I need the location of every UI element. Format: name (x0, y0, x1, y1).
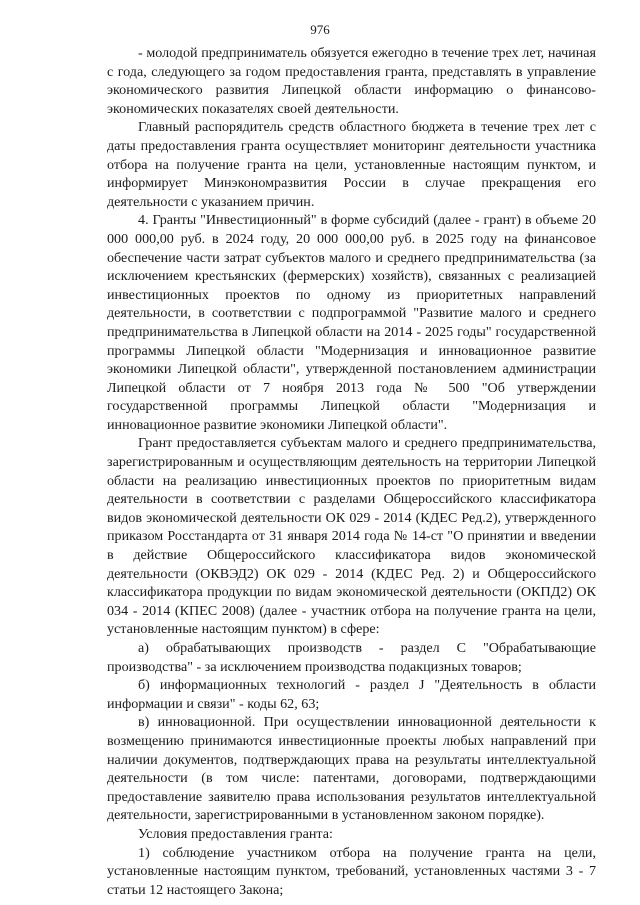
paragraph-grant-conditions-heading: Условия предоставления гранта: (138, 825, 333, 842)
paragraph-monitoring: Главный распорядитель средств областного бюджета в течение трех лет с даты предоставления гранта осуществляет мониторинг деятельности участника отбора на получение гранта на цели, установленные настоящим пунктом, и информирует Минэкономразвития России в случае прекращения его деятельности с указанием причин. (107, 119, 596, 210)
paragraph-grant-recipients: Грант предоставляется субъектам малого и среднего предпринимательства, зарегистрированным и осуществляющим деятельность на территории Липецкой области на реализацию инвестиционных проектов по приоритетным видам деятельности в соответствии с разделами Общероссийского классификатора видов экономической деятельности ОК 029 - 2014 (КДЕС Ред.2), утвержденного приказом Росстандарта от 31 января 2014 года № 14-ст "О принятии и введении в действие Общероссийского классификатора видов экономической деятельности (ОКВЭД2) ОК 029 - 2014 (КДЕС Ред. 2) и Общероссийского классификатора продукции по видам экономической деятельности (ОКПД2) ОК 034 - 2014 (КПЕС 2008) (далее - участник отбора на получение гранта на цели, установленные настоящим пунктом) в сфере: (107, 435, 596, 638)
list-item-information-technology: б) информационных технологий - раздел J "Деятельность в области информации и связи" - коды 62, 63; (107, 677, 596, 712)
paragraph-investment-grants: 4. Гранты "Инвестиционный" в форме субсидий (далее - грант) в объеме 20 000 000,00 руб. в 2024 году, 20 000 000,00 руб. в 2025 году на финансовое обеспечение части затрат субъектов малого и среднего предпринимательства (за исключением крестьянских (фермерских) хозяйств), связанных с реализацией инвестиционных проектов по одному из приоритетных направлений деятельности, в соответствии с подпрограммой "Развитие малого и среднего предпринимательства в Липецкой области на 2014 - 2025 годы" государственной программы Липецкой области "Модернизация и инновационное развитие экономики Липецкой области", утвержденной постановлением администрации Липецкой области от 7 ноября 2013 года № 500 "Об утверждении государственной программы Липецкой области "Модернизация и инновационное развитие экономики Липецкой области". (107, 212, 596, 433)
list-item-manufacturing: а) обрабатывающих производств - раздел С "Обрабатывающие производства" - за исключением производства подакцизных товаров; (107, 640, 596, 675)
paragraph-young-entrepreneur-obligation: - молодой предприниматель обязуется ежегодно в течение трех лет, начиная с года, следующего за годом предоставления гранта, представлять в управление экономического развития Липецкой области информацию о финансово-экономических показателях своей деятельности. (107, 45, 596, 117)
page-number: 976 (310, 22, 330, 37)
list-item-innovation: в) инновационной. При осуществлении инновационной деятельности к возмещению принимаются инвестиционные проекты любых направлений при наличии документов, подтверждающих права на результаты интеллектуальной деятельности (в том числе: патентами, договорами, подтверждающими предоставление заявителю права использования результатов интеллектуальной деятельности, зарегистрированными в установленном законом порядке). (107, 714, 596, 824)
document-body (107, 44, 596, 899)
list-item-condition-1: 1) соблюдение участником отбора на получение гранта на цели, установленные настоящим пунктом, требований, установленных частями 3 - 7 статьи 12 настоящего Закона; (107, 844, 596, 898)
